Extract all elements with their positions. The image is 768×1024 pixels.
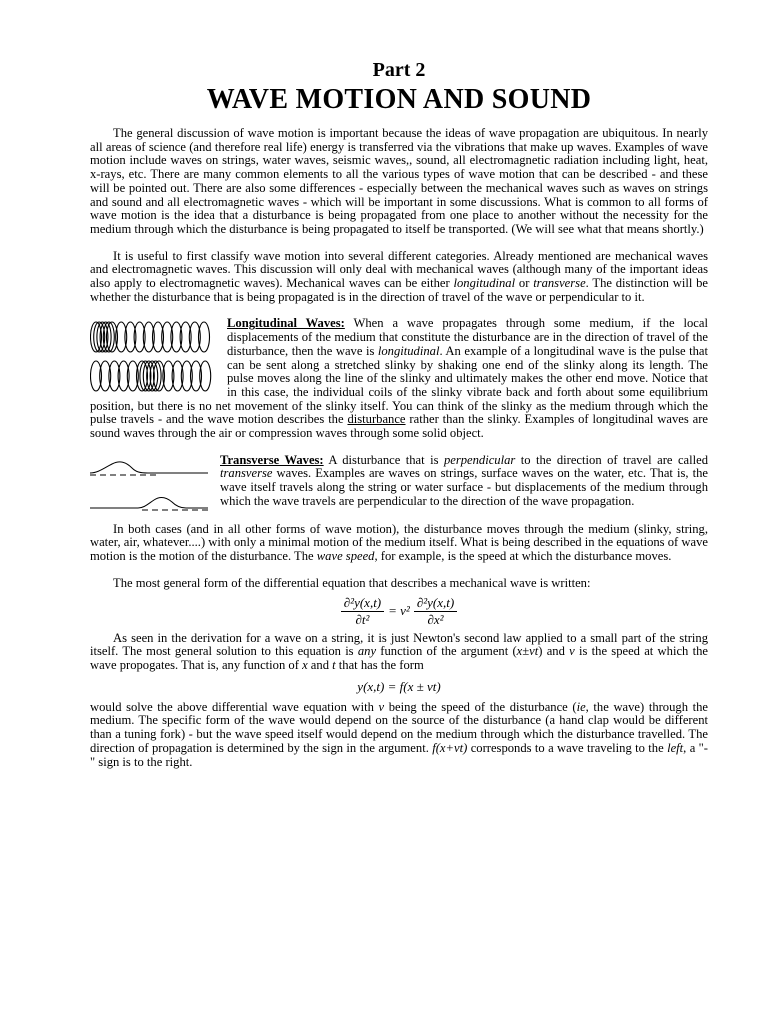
wave-equation: $\frac{\text{∂²y(x,t)}}{\text{∂t²}}$ = v² $\frac{\text{∂²y(x,t)}}{\text{∂x²}}$ (90, 595, 708, 628)
longitudinal-heading: Longitudinal Waves: (227, 316, 345, 331)
longitudinal-paragraph: Longitudinal Waves: When a wave propagates through some medium, if the local displacements of the medium that constitute the disturbance are in the direction of travel of the disturbance, then the wave is longitudinal. An example of a longitudinal wave is the pulse that can be sent along a stretched slinky by shaking one end of the slinky along its length. The pulse moves along the line of the slinky and ultimately makes the other end move. Notice that in this case, the individual coils of the slinky vibrate back and forth about some equilibrium position, but there is no net movement of the slinky itself. You can think of the slinky as the medium through which the pulse travels - and the wave motion describes the disturbance rather than the slinky. Examples of longitudinal waves are sound waves through the air or compression waves through some solid object. (90, 316, 708, 441)
page-title: WAVE MOTION AND SOUND (206, 84, 592, 115)
transverse-section (90, 454, 708, 510)
classification-paragraph: It is useful to first classify wave motion into several different categories. Already mentioned are mechanical waves and electromagnetic waves. This discussion will only deal with mechanical waves (although many of the important ideas also apply to electromagnetic waves). Mechanical waves can be either longitudinal or transverse. The distinction will be whether the disturbance that is being propagated is in the direction of travel of the wave or perpendicular to it. (90, 248, 708, 304)
equation-intro-paragraph: The most general form of the differential equation that describes a mechanical wave is written: (113, 575, 591, 590)
slinky-figure (90, 319, 222, 395)
solution-paragraph: As seen in the derivation for a wave on a string, it is just Newton's second law applied to a small part of the string itself. The most general solution to this equation is any function of the argument (x±vt) and v is the speed at which the wave propogates. That is, any function of x and t that has the form (90, 630, 708, 672)
intro-paragraph: The general discussion of wave motion is important because the ideas of wave propagation are ubiquitous. In nearly all areas of science (and therefore real life) energy is transferred via the vibrations that make up waves. Examples of wave motion include waves on strings, water waves, seismic waves,, sound, all electromagnetic radiation including light, heat, x-rays, etc. There are many common elements to all the various types of wave motion that can be described - and these will be pointed out. There are also some differences - especially between the mechanical waves such as waves on strings and sound and all electromagnetic waves - which will be important in some discussions. What is common to all forms of wave motion is the idea that a disturbance is being propagated from one place to another without the necessity for the medium through which the disturbance is being propagated to itself be transported. (We will see what that means shortly.) (90, 126, 708, 236)
disturbance-paragraph: In both cases (and in all other forms of wave motion), the disturbance moves through the medium (slinky, string, water, air, whatever....) with only a minimal motion of the medium itself. What is being described in the equations of wave motion is the motion of the disturbance. The wave speed, for example, is the speed at which the disturbance moves. (90, 521, 708, 564)
direction-paragraph: would solve the above differential wave equation with v being the speed of the disturbance (ie, the wave) through the medium. The specific form of the wave would depend on the source of the disturbance (a hand clap would be different than a tuning fork) - but the wave speed itself would depend on the medium through which the disturbance travelled. The direction of propagation is determined by the sign in the argument. f(x+vt) corresponds to a wave traveling to the left, a "-" sign is to the right. (90, 699, 708, 769)
slinky-pulse (91, 361, 211, 391)
part-label: Part 2 (372, 59, 426, 81)
document-page (90, 58, 708, 769)
transverse-paragraph: Transverse Waves: A disturbance that is perpendicular to the direction of travel are called transverse waves. Examples are waves on strings, surface waves on the water, etc. That is, the wave itself travels along the string or water surface - but displacements of the medium through which the wave travels are perpendicular to the direction of the wave propagation. (220, 452, 709, 508)
general-solution-equation: y(x,t) = f(x ± vt) (357, 678, 441, 694)
transverse-heading: Transverse Waves: (220, 452, 324, 467)
transverse-wave-figure (90, 458, 208, 514)
longitudinal-section (90, 317, 708, 440)
slinky-compressed (91, 322, 210, 352)
